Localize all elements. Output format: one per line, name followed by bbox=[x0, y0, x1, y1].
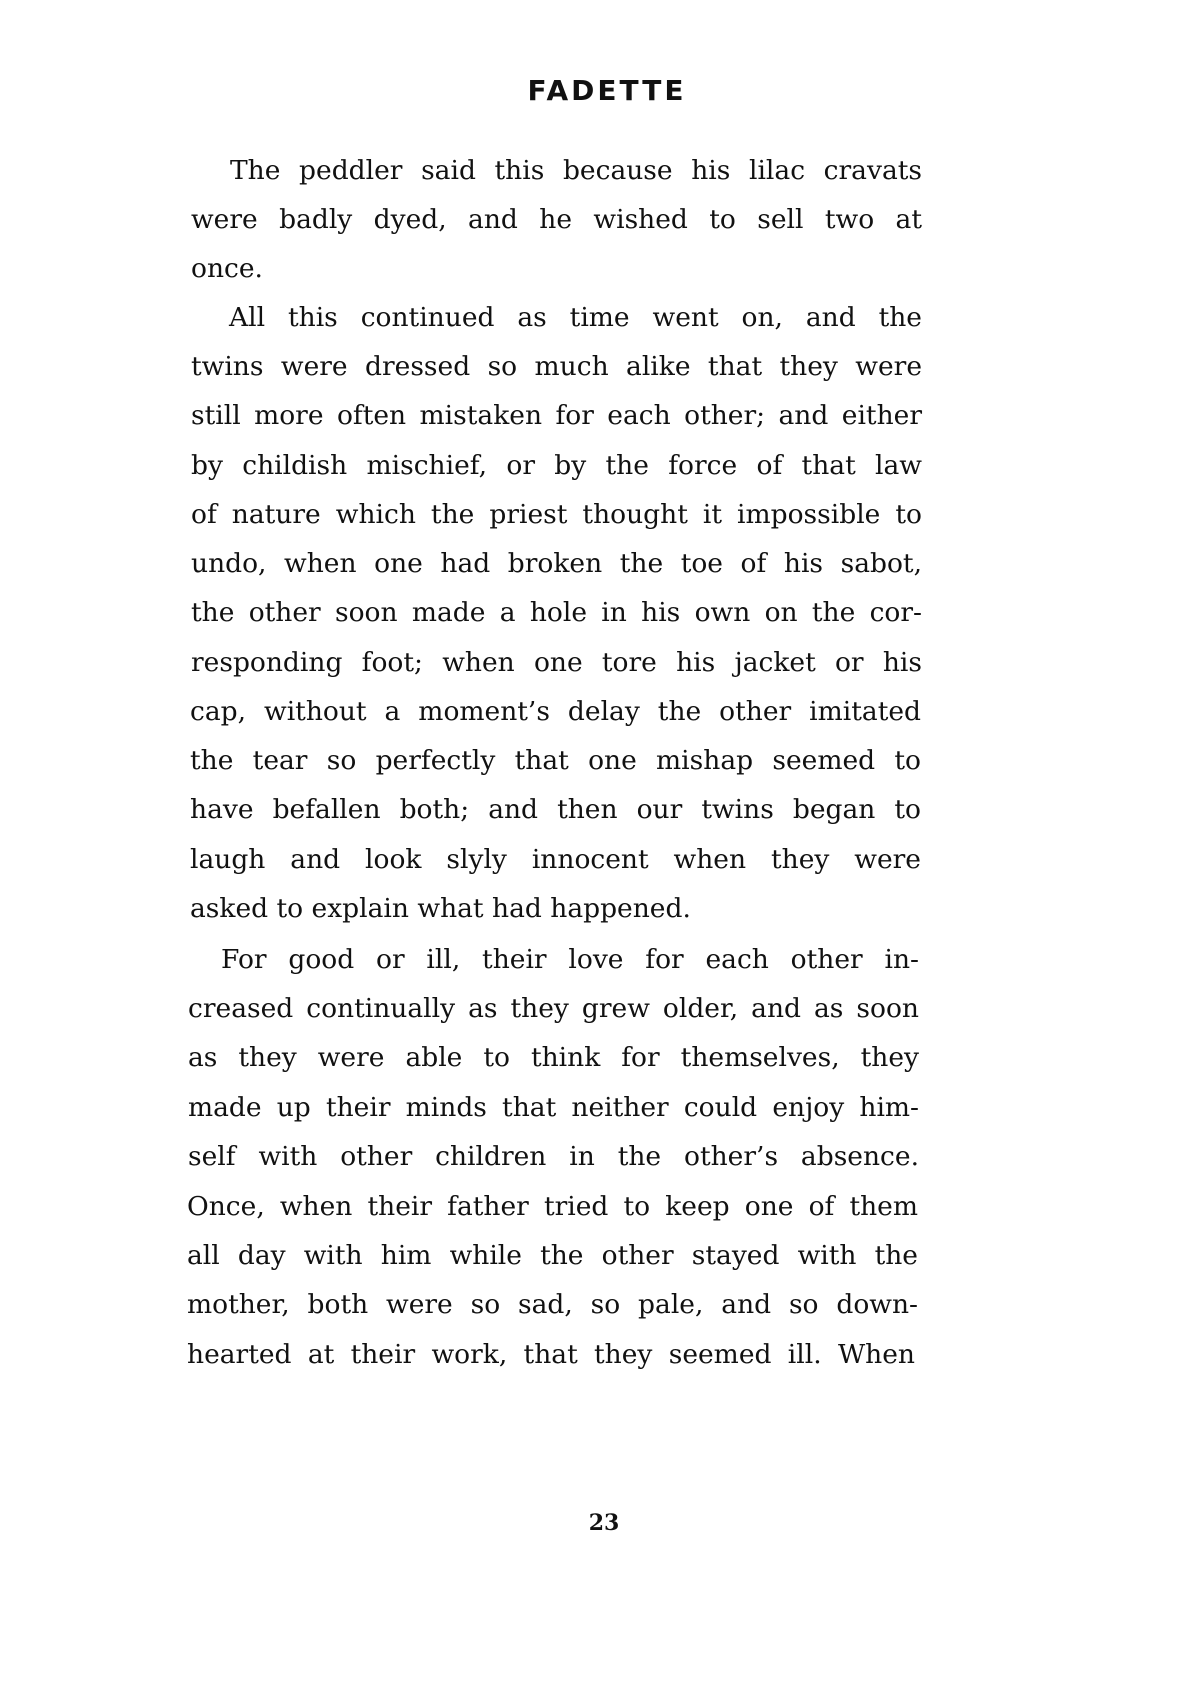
text-line: cap, without a moment’s delay the other imitated bbox=[190, 696, 921, 727]
text-line: laugh and look slyly innocent when they were bbox=[190, 844, 921, 875]
text-line: The peddler said this because his lilac cravats bbox=[230, 155, 922, 186]
text-line: have befallen both; and then our twins began to bbox=[190, 794, 921, 825]
text-line: creased continually as they grew older, and as soon bbox=[188, 993, 919, 1024]
text-line: of nature which the priest thought it impossible to bbox=[191, 499, 922, 530]
text-line: still more often mistaken for each other; and either bbox=[191, 400, 922, 431]
running-title: FADETTE bbox=[527, 74, 687, 107]
text-line: Once, when their father tried to keep one of them bbox=[187, 1191, 918, 1222]
text-line: hearted at their work, that they seemed ill. When bbox=[187, 1339, 915, 1370]
page-number: 23 bbox=[588, 1510, 620, 1536]
text-line: by childish mischief, or by the force of that law bbox=[191, 450, 922, 481]
text-line: mother, both were so sad, so pale, and so down- bbox=[187, 1289, 918, 1320]
text-line: asked to explain what had happened. bbox=[190, 893, 691, 924]
text-line: responding foot; when one tore his jacket or his bbox=[191, 647, 922, 678]
text-line: twins were dressed so much alike that they were bbox=[191, 351, 922, 382]
text-line: all day with him while the other stayed with the bbox=[187, 1240, 918, 1271]
text-line: once. bbox=[191, 253, 263, 284]
text-line: made up their minds that neither could enjoy him- bbox=[188, 1092, 919, 1123]
text-line: were badly dyed, and he wished to sell two at bbox=[191, 204, 922, 235]
text-line: All this continued as time went on, and the bbox=[229, 302, 922, 333]
text-line: the other soon made a hole in his own on the cor- bbox=[191, 597, 922, 628]
text-line: undo, when one had broken the toe of his sabot, bbox=[191, 548, 922, 579]
text-line: self with other children in the other’s absence. bbox=[188, 1141, 919, 1172]
text-line: For good or ill, their love for each other in- bbox=[221, 944, 919, 975]
text-line: the tear so perfectly that one mishap seemed to bbox=[190, 745, 921, 776]
text-line: as they were able to think for themselves, they bbox=[188, 1042, 919, 1073]
